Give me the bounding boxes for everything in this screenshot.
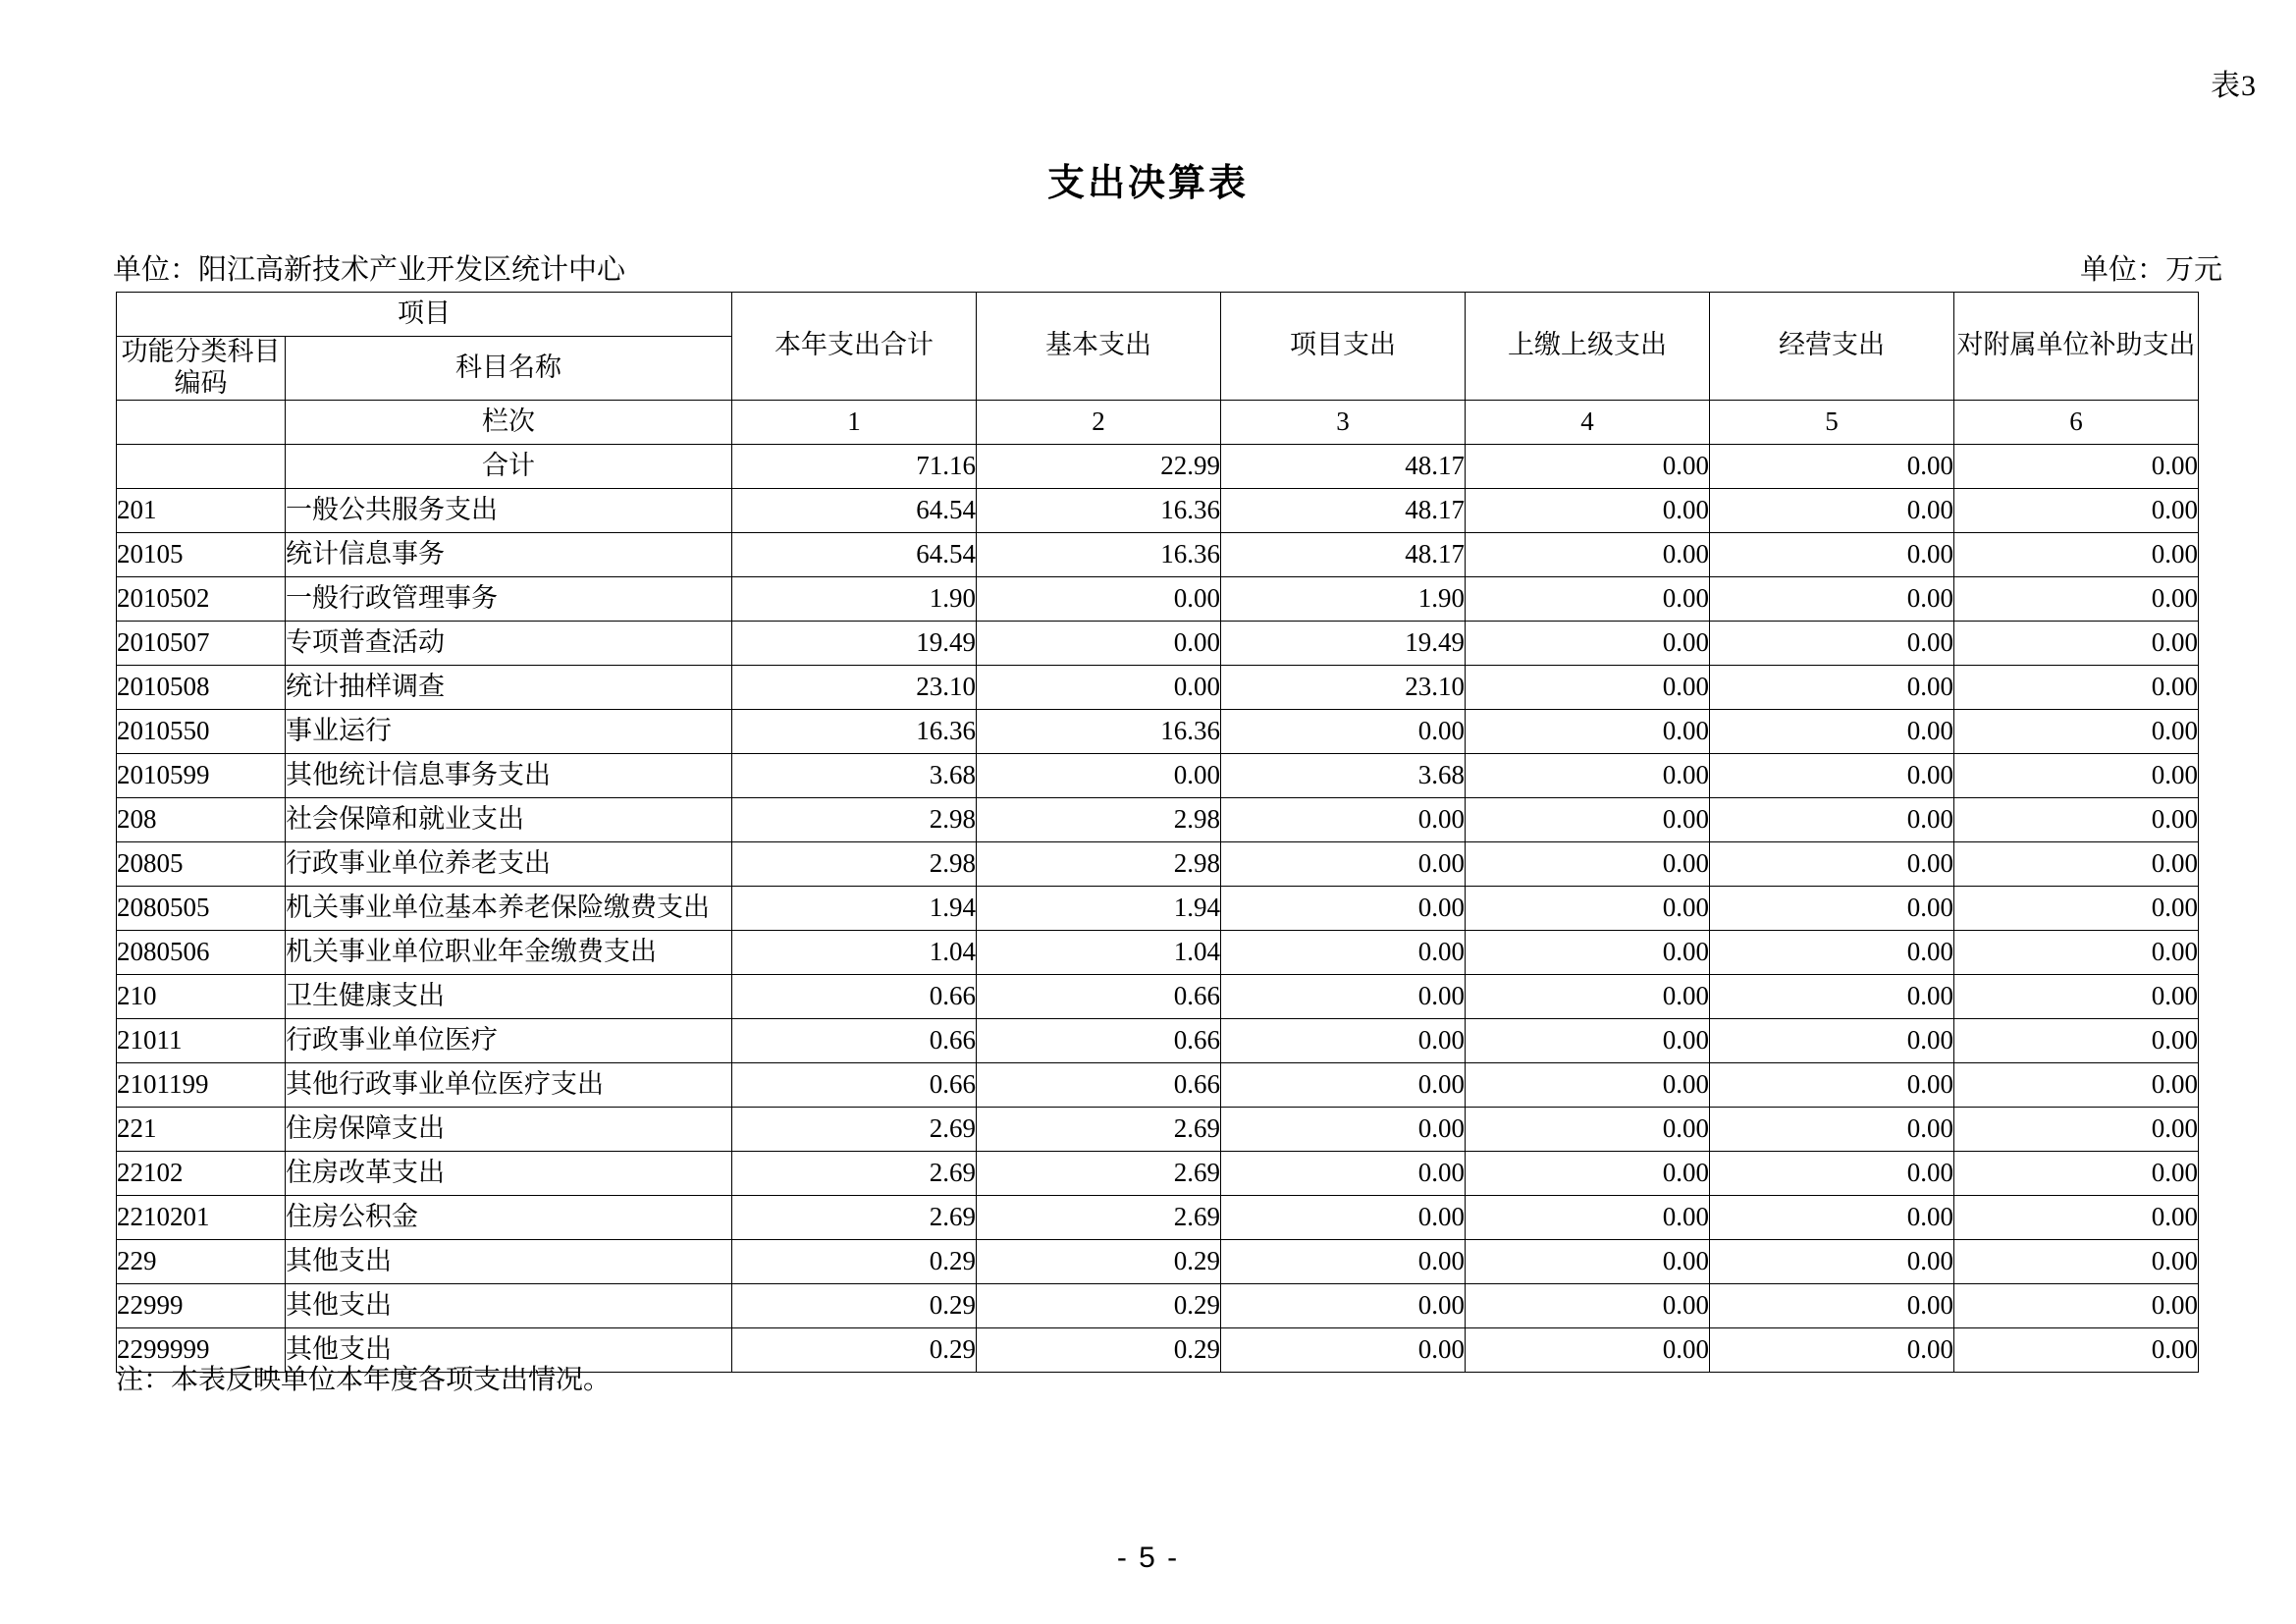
cell-amount-col-6: 0.00: [1954, 621, 2199, 665]
cell-amount-col-1: 71.16: [732, 444, 977, 488]
cell-subject-name: 专项普查活动: [286, 621, 732, 665]
cell-amount-col-6: 0.00: [1954, 974, 2199, 1018]
cell-amount-col-6: 0.00: [1954, 753, 2199, 797]
cell-amount-col-5: 0.00: [1710, 1018, 1954, 1062]
cell-amount-col-6: 0.00: [1954, 797, 2199, 841]
cell-amount-col-4: 0.00: [1466, 841, 1710, 886]
lane-label: 栏次: [286, 400, 732, 444]
cell-subject-name: 其他统计信息事务支出: [286, 753, 732, 797]
cell-function-code: 2101199: [117, 1062, 286, 1107]
cell-subject-name: 合计: [286, 444, 732, 488]
cell-amount-col-4: 0.00: [1466, 1107, 1710, 1151]
cell-amount-col-2: 1.94: [977, 886, 1221, 930]
table-row: [117, 576, 2199, 621]
cell-amount-col-1: 2.69: [732, 1107, 977, 1151]
cell-amount-col-5: 0.00: [1710, 1327, 1954, 1372]
cell-amount-col-5: 0.00: [1710, 1062, 1954, 1107]
table-row: [117, 930, 2199, 974]
cell-amount-col-1: 0.29: [732, 1327, 977, 1372]
cell-amount-col-6: 0.00: [1954, 488, 2199, 532]
cell-amount-col-3: 0.00: [1221, 709, 1466, 753]
cell-amount-col-4: 0.00: [1466, 1283, 1710, 1327]
cell-amount-col-1: 0.66: [732, 974, 977, 1018]
cell-amount-col-3: 0.00: [1221, 1195, 1466, 1239]
table-row: [117, 753, 2199, 797]
table-row: [117, 841, 2199, 886]
cell-subject-name: 社会保障和就业支出: [286, 797, 732, 841]
cell-amount-col-3: 0.00: [1221, 1327, 1466, 1372]
table-note: 注：本表反映单位本年度各项支出情况。: [116, 1365, 612, 1395]
cell-amount-col-6: 0.00: [1954, 532, 2199, 576]
cell-amount-col-5: 0.00: [1710, 753, 1954, 797]
cell-amount-col-5: 0.00: [1710, 841, 1954, 886]
cell-subject-name: 统计信息事务: [286, 532, 732, 576]
cell-subject-name: 统计抽样调查: [286, 665, 732, 709]
cell-subject-name: 一般公共服务支出: [286, 488, 732, 532]
cell-amount-col-5: 0.00: [1710, 444, 1954, 488]
cell-function-code: 221: [117, 1107, 286, 1151]
cell-amount-col-1: 16.36: [732, 709, 977, 753]
cell-amount-col-3: 0.00: [1221, 797, 1466, 841]
cell-subject-name: 卫生健康支出: [286, 974, 732, 1018]
table-row: [117, 974, 2199, 1018]
cell-amount-col-1: 2.69: [732, 1151, 977, 1195]
cell-amount-col-5: 0.00: [1710, 1195, 1954, 1239]
cell-amount-col-4: 0.00: [1466, 974, 1710, 1018]
cell-amount-col-1: 19.49: [732, 621, 977, 665]
header-col-1: 本年支出合计: [732, 293, 977, 401]
cell-amount-col-4: 0.00: [1466, 930, 1710, 974]
cell-amount-col-2: 0.29: [977, 1327, 1221, 1372]
sheet-tag: 表3: [2211, 70, 2257, 102]
table-row: [117, 1018, 2199, 1062]
cell-amount-col-3: 23.10: [1221, 665, 1466, 709]
table-row: [117, 532, 2199, 576]
cell-subject-name: 住房保障支出: [286, 1107, 732, 1151]
cell-amount-col-3: 48.17: [1221, 488, 1466, 532]
cell-subject-name: 其他支出: [286, 1239, 732, 1283]
header-col-3: 项目支出: [1221, 293, 1466, 401]
cell-amount-col-4: 0.00: [1466, 1018, 1710, 1062]
cell-amount-col-1: 3.68: [732, 753, 977, 797]
cell-amount-col-4: 0.00: [1466, 1062, 1710, 1107]
cell-amount-col-3: 3.68: [1221, 753, 1466, 797]
cell-amount-col-6: 0.00: [1954, 1195, 2199, 1239]
cell-amount-col-2: 0.29: [977, 1239, 1221, 1283]
table-row: [117, 709, 2199, 753]
header-subject-name: 科目名称: [286, 337, 732, 401]
cell-amount-col-5: 0.00: [1710, 797, 1954, 841]
cell-amount-col-6: 0.00: [1954, 1062, 2199, 1107]
cell-amount-col-2: 0.00: [977, 576, 1221, 621]
table-row: [117, 444, 2199, 488]
cell-amount-col-4: 0.00: [1466, 709, 1710, 753]
table-row: [117, 797, 2199, 841]
cell-subject-name: 行政事业单位医疗: [286, 1018, 732, 1062]
lane-number-4: 4: [1466, 400, 1710, 444]
cell-amount-col-1: 64.54: [732, 488, 977, 532]
cell-amount-col-4: 0.00: [1466, 753, 1710, 797]
cell-amount-col-1: 1.94: [732, 886, 977, 930]
cell-amount-col-3: 0.00: [1221, 1107, 1466, 1151]
header-col-4: 上缴上级支出: [1466, 293, 1710, 401]
cell-subject-name: 一般行政管理事务: [286, 576, 732, 621]
cell-amount-col-4: 0.00: [1466, 621, 1710, 665]
cell-amount-col-3: 0.00: [1221, 1239, 1466, 1283]
cell-amount-col-1: 0.29: [732, 1239, 977, 1283]
cell-amount-col-6: 0.00: [1954, 1151, 2199, 1195]
cell-subject-name: 机关事业单位职业年金缴费支出: [286, 930, 732, 974]
cell-amount-col-6: 0.00: [1954, 1239, 2199, 1283]
cell-amount-col-6: 0.00: [1954, 1327, 2199, 1372]
cell-subject-name: 住房公积金: [286, 1195, 732, 1239]
cell-amount-col-6: 0.00: [1954, 930, 2199, 974]
cell-amount-col-6: 0.00: [1954, 576, 2199, 621]
table-row: [117, 1195, 2199, 1239]
page-title: 支出决算表: [1046, 163, 1249, 204]
lane-row: [117, 400, 2199, 444]
cell-amount-col-5: 0.00: [1710, 1151, 1954, 1195]
cell-amount-col-3: 19.49: [1221, 621, 1466, 665]
cell-amount-col-2: 0.00: [977, 665, 1221, 709]
cell-amount-col-4: 0.00: [1466, 1327, 1710, 1372]
cell-amount-col-1: 64.54: [732, 532, 977, 576]
cell-amount-col-2: 0.66: [977, 1062, 1221, 1107]
amount-unit-label: 单位：万元: [2079, 254, 2222, 286]
cell-amount-col-5: 0.00: [1710, 576, 1954, 621]
cell-amount-col-6: 0.00: [1954, 444, 2199, 488]
cell-amount-col-3: 0.00: [1221, 1018, 1466, 1062]
cell-amount-col-2: 0.29: [977, 1283, 1221, 1327]
table-row: [117, 488, 2199, 532]
cell-amount-col-2: 16.36: [977, 709, 1221, 753]
cell-amount-col-3: 48.17: [1221, 532, 1466, 576]
cell-amount-col-2: 2.98: [977, 797, 1221, 841]
cell-amount-col-4: 0.00: [1466, 1239, 1710, 1283]
header-function-code: 功能分类科目编码: [117, 337, 286, 401]
cell-amount-col-3: 48.17: [1221, 444, 1466, 488]
cell-amount-col-5: 0.00: [1710, 1107, 1954, 1151]
cell-amount-col-6: 0.00: [1954, 1018, 2199, 1062]
table-row: [117, 1062, 2199, 1107]
cell-amount-col-4: 0.00: [1466, 1151, 1710, 1195]
cell-amount-col-3: 0.00: [1221, 886, 1466, 930]
table-row: [117, 1107, 2199, 1151]
cell-amount-col-2: 16.36: [977, 488, 1221, 532]
cell-amount-col-5: 0.00: [1710, 621, 1954, 665]
lane-number-6: 6: [1954, 400, 2199, 444]
cell-amount-col-2: 0.00: [977, 753, 1221, 797]
cell-amount-col-4: 0.00: [1466, 665, 1710, 709]
cell-function-code: 210: [117, 974, 286, 1018]
cell-subject-name: 事业运行: [286, 709, 732, 753]
cell-amount-col-5: 0.00: [1710, 709, 1954, 753]
meta-row: [113, 247, 2222, 288]
cell-amount-col-3: 0.00: [1221, 1283, 1466, 1327]
cell-function-code: 20805: [117, 841, 286, 886]
cell-function-code: 2010508: [117, 665, 286, 709]
cell-amount-col-6: 0.00: [1954, 1107, 2199, 1151]
cell-amount-col-5: 0.00: [1710, 886, 1954, 930]
cell-subject-name: 其他支出: [286, 1327, 732, 1372]
lane-number-2: 2: [977, 400, 1221, 444]
cell-amount-col-4: 0.00: [1466, 576, 1710, 621]
cell-amount-col-2: 16.36: [977, 532, 1221, 576]
unit-label: 单位：阳江高新技术产业开发区统计中心: [113, 254, 626, 286]
cell-amount-col-6: 0.00: [1954, 886, 2199, 930]
cell-amount-col-5: 0.00: [1710, 665, 1954, 709]
cell-amount-col-2: 1.04: [977, 930, 1221, 974]
cell-function-code: 22102: [117, 1151, 286, 1195]
table-body: [117, 444, 2199, 1372]
table-row: [117, 886, 2199, 930]
cell-amount-col-2: 2.69: [977, 1107, 1221, 1151]
cell-amount-col-4: 0.00: [1466, 532, 1710, 576]
cell-function-code: 2010599: [117, 753, 286, 797]
cell-function-code: 2010550: [117, 709, 286, 753]
cell-amount-col-5: 0.00: [1710, 974, 1954, 1018]
cell-amount-col-5: 0.00: [1710, 1239, 1954, 1283]
cell-amount-col-1: 1.90: [732, 576, 977, 621]
table-row: [117, 1283, 2199, 1327]
table-row: [117, 621, 2199, 665]
page-number: - 5 -: [1116, 1542, 1180, 1574]
cell-amount-col-4: 0.00: [1466, 1195, 1710, 1239]
cell-amount-col-5: 0.00: [1710, 488, 1954, 532]
cell-amount-col-2: 0.66: [977, 974, 1221, 1018]
lane-number-1: 1: [732, 400, 977, 444]
cell-function-code: 2010507: [117, 621, 286, 665]
cell-function-code: 2080505: [117, 886, 286, 930]
cell-amount-col-4: 0.00: [1466, 886, 1710, 930]
cell-amount-col-3: 0.00: [1221, 1151, 1466, 1195]
cell-amount-col-3: 0.00: [1221, 841, 1466, 886]
cell-amount-col-1: 23.10: [732, 665, 977, 709]
table-row: [117, 1239, 2199, 1283]
cell-subject-name: 行政事业单位养老支出: [286, 841, 732, 886]
cell-amount-col-1: 0.29: [732, 1283, 977, 1327]
cell-amount-col-5: 0.00: [1710, 930, 1954, 974]
lane-number-5: 5: [1710, 400, 1954, 444]
cell-amount-col-2: 2.69: [977, 1195, 1221, 1239]
cell-amount-col-1: 2.69: [732, 1195, 977, 1239]
cell-amount-col-2: 0.66: [977, 1018, 1221, 1062]
cell-subject-name: 住房改革支出: [286, 1151, 732, 1195]
cell-amount-col-1: 2.98: [732, 841, 977, 886]
cell-amount-col-2: 2.69: [977, 1151, 1221, 1195]
table-row: [117, 665, 2199, 709]
cell-function-code: 20105: [117, 532, 286, 576]
cell-amount-col-4: 0.00: [1466, 488, 1710, 532]
cell-function-code: 208: [117, 797, 286, 841]
cell-subject-name: 其他行政事业单位医疗支出: [286, 1062, 732, 1107]
lane-number-3: 3: [1221, 400, 1466, 444]
expenditure-table: [116, 292, 2199, 1373]
cell-amount-col-4: 0.00: [1466, 797, 1710, 841]
cell-function-code: 2210201: [117, 1195, 286, 1239]
cell-amount-col-5: 0.00: [1710, 1283, 1954, 1327]
cell-function-code: 2299999: [117, 1327, 286, 1372]
header-project-group: 项目: [117, 293, 732, 337]
cell-amount-col-2: 22.99: [977, 444, 1221, 488]
header-col-2: 基本支出: [977, 293, 1221, 401]
cell-amount-col-1: 0.66: [732, 1062, 977, 1107]
cell-subject-name: 其他支出: [286, 1283, 732, 1327]
cell-amount-col-1: 2.98: [732, 797, 977, 841]
lane-code-blank: [117, 400, 286, 444]
cell-amount-col-5: 0.00: [1710, 532, 1954, 576]
table-head: [117, 293, 2199, 445]
cell-function-code: 21011: [117, 1018, 286, 1062]
cell-amount-col-2: 0.00: [977, 621, 1221, 665]
cell-amount-col-3: 0.00: [1221, 974, 1466, 1018]
table-row: [117, 1151, 2199, 1195]
cell-amount-col-6: 0.00: [1954, 665, 2199, 709]
expenditure-table-container: [116, 292, 2197, 1373]
cell-amount-col-3: 1.90: [1221, 576, 1466, 621]
header-col-6: 对附属单位补助支出: [1954, 293, 2199, 401]
cell-subject-name: 机关事业单位基本养老保险缴费支出: [286, 886, 732, 930]
cell-function-code: [117, 444, 286, 488]
cell-amount-col-4: 0.00: [1466, 444, 1710, 488]
cell-amount-col-6: 0.00: [1954, 709, 2199, 753]
cell-amount-col-1: 0.66: [732, 1018, 977, 1062]
cell-amount-col-3: 0.00: [1221, 930, 1466, 974]
cell-amount-col-3: 0.00: [1221, 1062, 1466, 1107]
cell-function-code: 229: [117, 1239, 286, 1283]
header-group-row: [117, 293, 2199, 337]
cell-amount-col-6: 0.00: [1954, 1283, 2199, 1327]
cell-amount-col-2: 2.98: [977, 841, 1221, 886]
header-col-5: 经营支出: [1710, 293, 1954, 401]
cell-function-code: 201: [117, 488, 286, 532]
cell-amount-col-6: 0.00: [1954, 841, 2199, 886]
cell-function-code: 22999: [117, 1283, 286, 1327]
cell-amount-col-1: 1.04: [732, 930, 977, 974]
cell-function-code: 2010502: [117, 576, 286, 621]
cell-function-code: 2080506: [117, 930, 286, 974]
